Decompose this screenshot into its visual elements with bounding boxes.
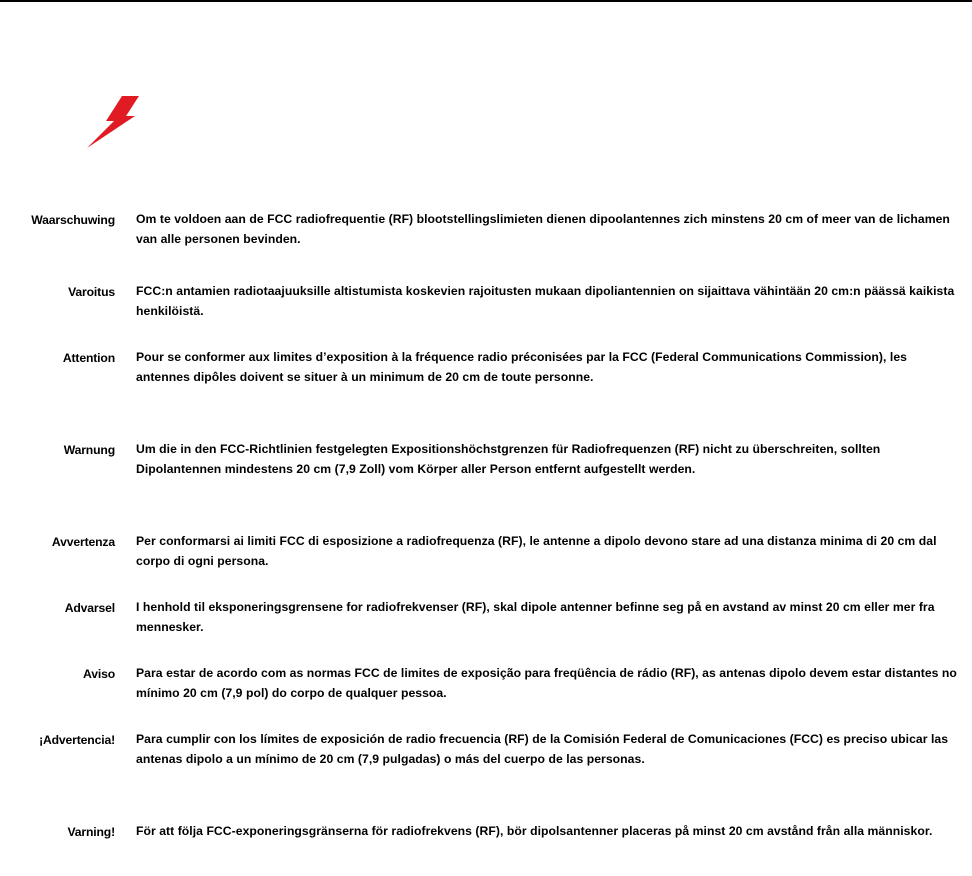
warning-text: Per conformarsi ai limiti FCC di esposizione a radiofrequenza (RF), le antenne a dipolo devono stare ad una distanza minima di 20 cm dal corpo di ogni persona. [136, 534, 937, 568]
warning-text: Pour se conformer aux limites d’exposition à la fréquence radio préconisées par la FCC (Federal Communications Commission), les antennes dipôles doivent se situer à un minimum de 20 cm de toute personne. [136, 350, 907, 384]
top-rule [0, 0, 972, 2]
warning-text: I henhold til eksponeringsgrensene for radiofrekvenser (RF), skal dipole antenner befinne seg på en avstand av minst 20 cm eller mer fra mennesker. [136, 600, 935, 634]
warning-text: Para estar de acordo com as normas FCC de limites de exposição para freqüência de rádio (RF), as antenas dipolo devem estar distantes no mínimo 20 cm (7,9 pol) do corpo de qualquer pessoa. [136, 666, 957, 700]
lightning-bolt-icon [84, 94, 142, 150]
warning-label: ¡Advertencia! [39, 733, 115, 747]
warning-label: Warnung [63, 443, 115, 457]
warning-label: Waarschuwing [31, 213, 115, 227]
warning-label: Aviso [83, 667, 115, 681]
warning-text: För att följa FCC-exponeringsgränserna för radiofrekvens (RF), bör dipolsantenner placeras på minst 20 cm avstånd från alla människor. [136, 824, 933, 838]
lightning-bolt-shape [87, 96, 139, 148]
warning-text: FCC:n antamien radiotaajuuksille altistumista koskevien rajoitusten mukaan dipoliantennien on sijaittava vähintään 20 cm:n päässä kaikista henkilöistä. [136, 284, 955, 318]
warning-text: Um die in den FCC-Richtlinien festgelegten Expositionshöchstgrenzen für Radiofrequenzen (RF) nicht zu überschreiten, sollten Dipolantennen mindestens 20 cm (7,9 Zoll) vom Körper aller Person entfernt aufgestellt werden. [136, 442, 881, 476]
warning-label: Varoitus [68, 285, 115, 299]
warning-label: Varning! [67, 825, 115, 839]
warning-text: Om te voldoen aan de FCC radiofrequentie (RF) blootstellingslimieten dienen dipoolantennes zich minstens 20 cm of meer van de lichamen van alle personen bevinden. [136, 212, 950, 246]
warning-text: Para cumplir con los límites de exposición de radio frecuencia (RF) de la Comisión Federal de Comunicaciones (FCC) es preciso ubicar las antenas dipolo a un mínimo de 20 cm (7,9 pulgadas) o más del cuerpo de las personas. [136, 732, 949, 766]
warning-label: Avvertenza [51, 535, 115, 549]
warning-label: Advarsel [64, 601, 115, 615]
warning-label: Attention [62, 351, 115, 365]
